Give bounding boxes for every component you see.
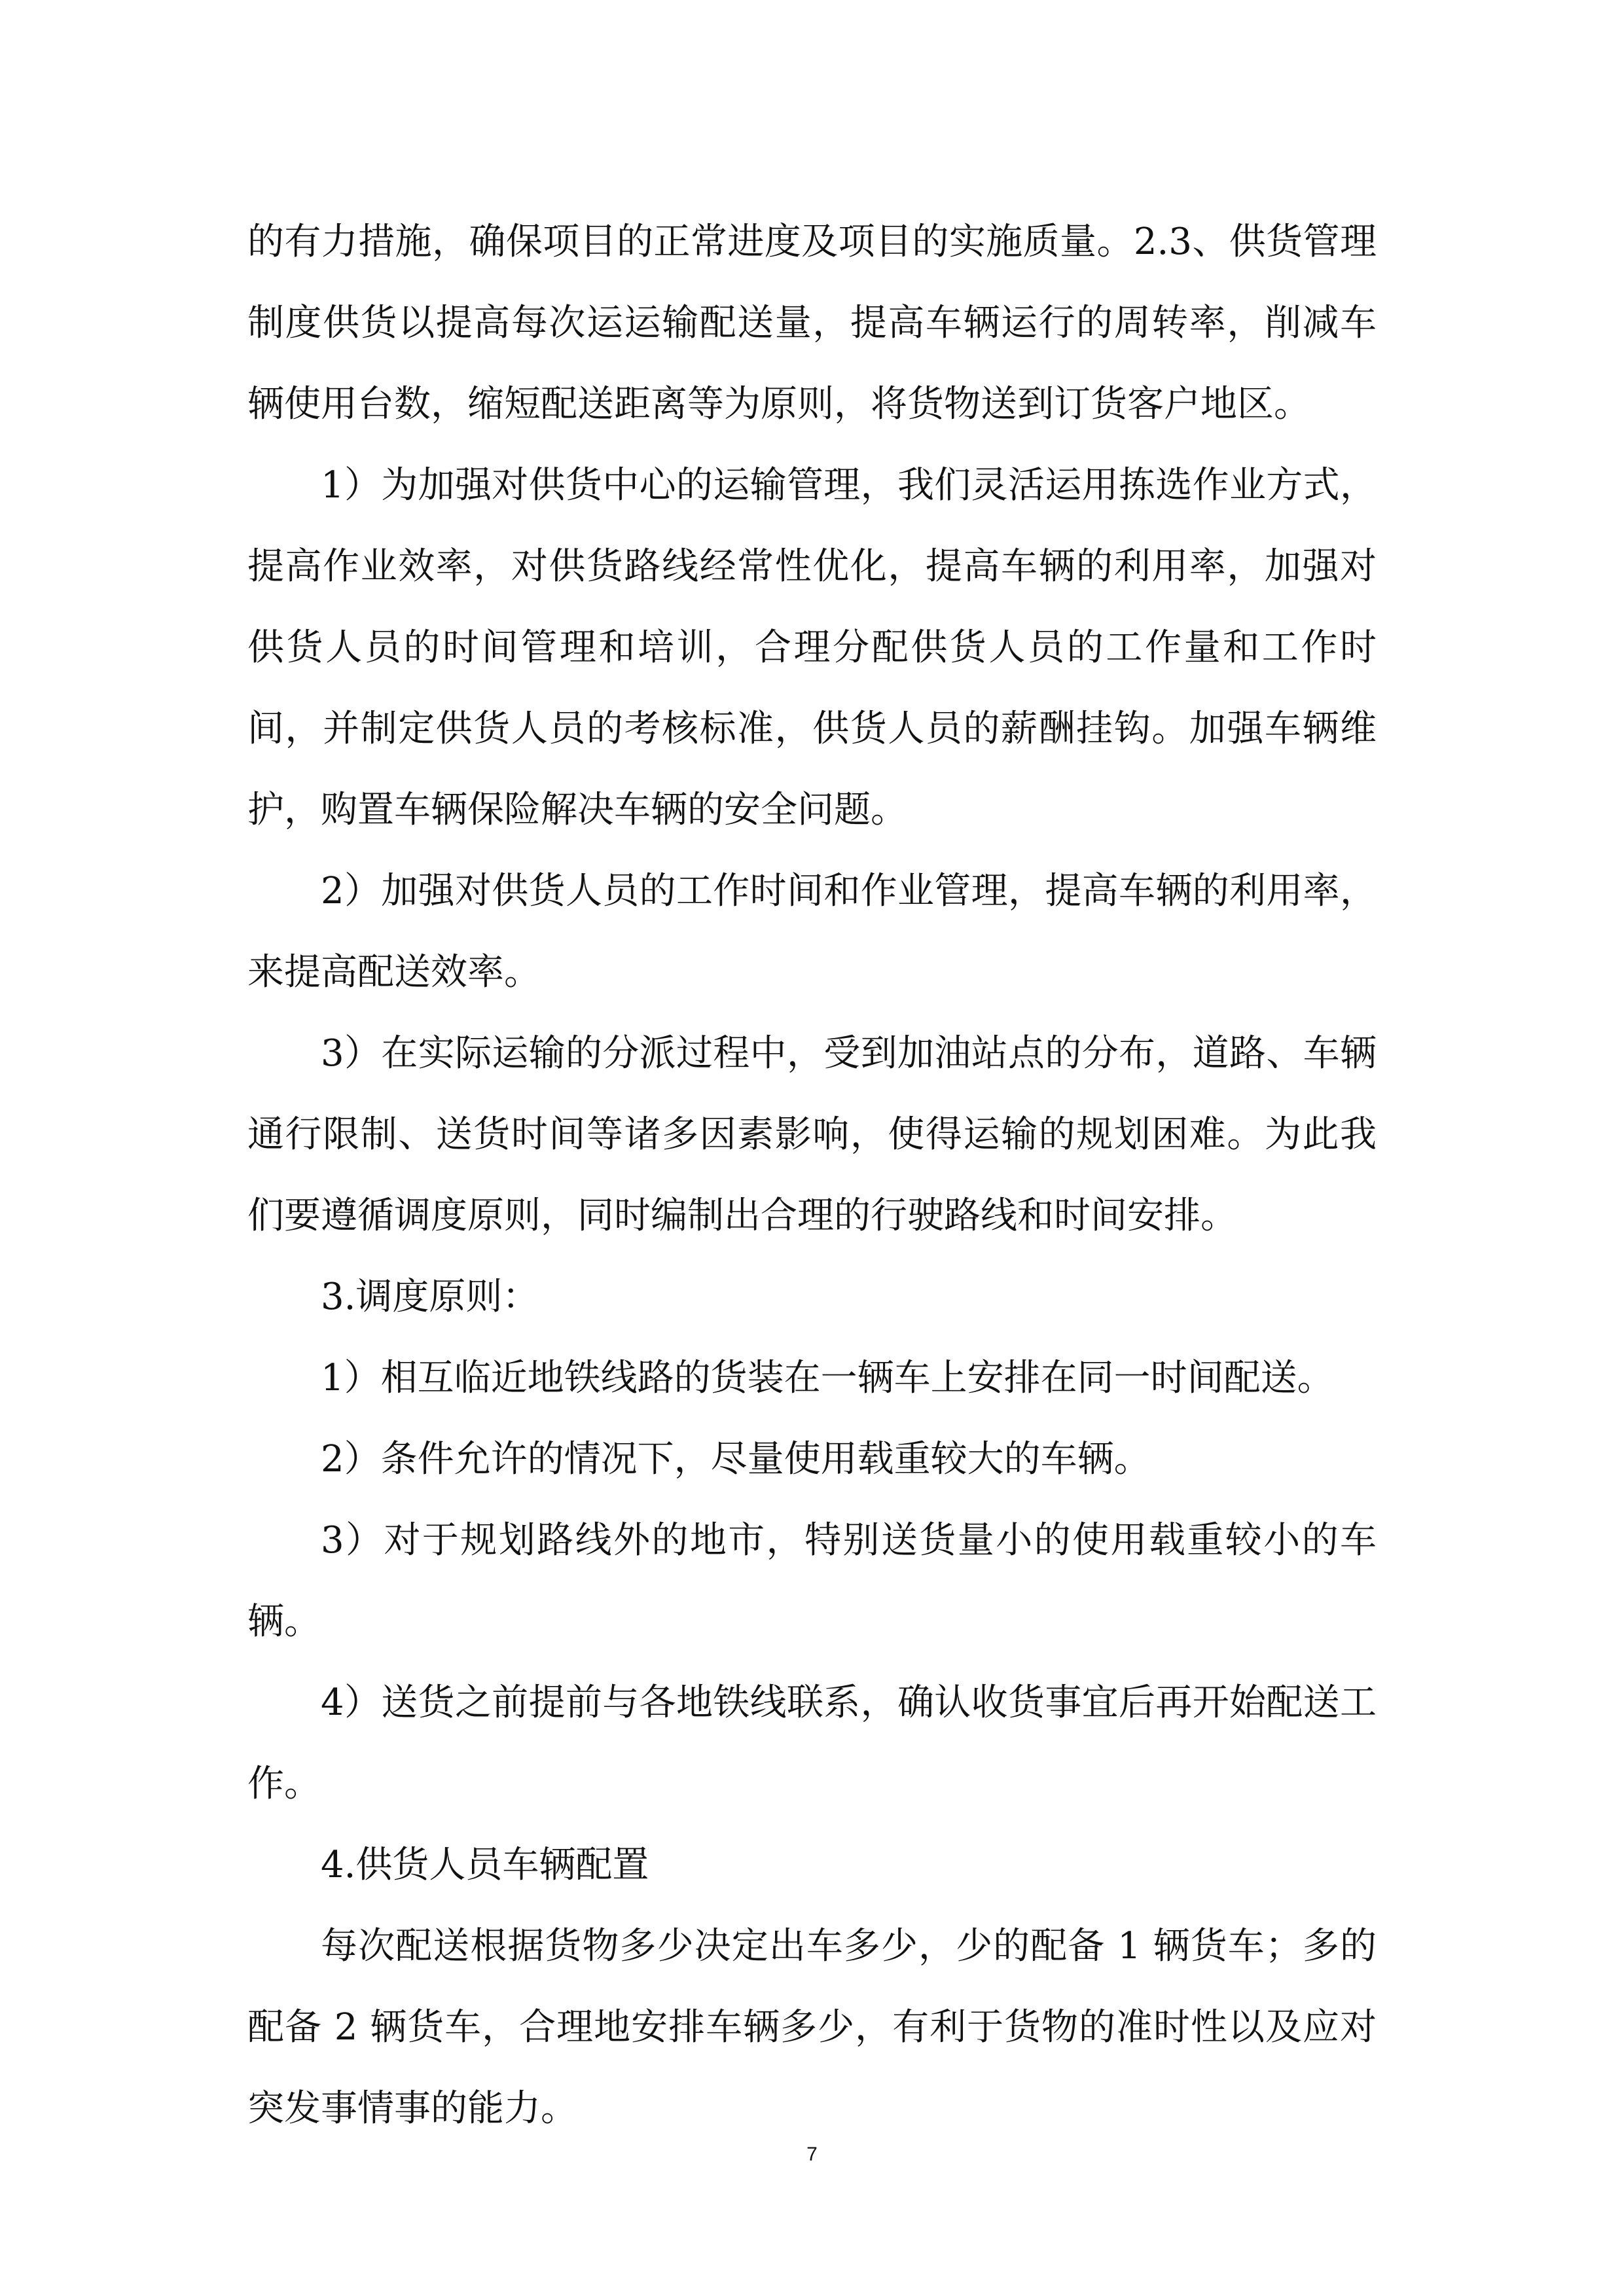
- paragraph-continuation: 的有力措施，确保项目的正常进度及项目的实施质量。2.3、供货管理制度供货以提高每次运运输配送量，提高车辆运行的周转率，削减车辆使用台数，缩短配送距离等为原则，将货物送到订货客户地区。: [247, 221, 1377, 425]
- paragraph-rule-3: 3）对于规划路线外的地市，特别送货量小的使用载重较小的车辆。: [247, 1519, 1377, 1643]
- document-body: [247, 202, 1377, 2149]
- paragraph-item-3: 3）在实际运输的分派过程中，受到加油站点的分布，道路、车辆通行限制、送货时间等诸多因素影响，使得运输的规划困难。为此我们要遵循调度原则，同时编制出合理的行驶路线和时间安排。: [247, 1032, 1377, 1237]
- paragraph-rule-2: 2）条件允许的情况下，尽量使用载重较大的车辆。: [321, 1438, 1151, 1480]
- section-heading-vehicle-allocation: 4.供货人员车辆配置: [321, 1844, 649, 1886]
- paragraph-rule-4: 4）送货之前提前与各地铁线联系，确认收货事宜后再开始配送工作。: [247, 1681, 1377, 1805]
- paragraph-item-2: 2）加强对供货人员的工作时间和作业管理，提高车辆的利用率，来提高配送效率。: [247, 870, 1377, 994]
- paragraph-vehicle-allocation: 每次配送根据货物多少决定出车多少，少的配备 1 辆货车；多的配备 2 辆货车，合理地安排车辆多少，有利于货物的准时性以及应对突发事情事的能力。: [247, 1925, 1377, 2130]
- section-heading-scheduling-principles: 3.调度原则：: [321, 1276, 539, 1318]
- page-number: 7: [806, 2144, 818, 2165]
- paragraph-rule-1: 1）相互临近地铁线路的货装在一辆车上安排在同一时间配送。: [321, 1357, 1334, 1399]
- paragraph-item-1: 1）为加强对供货中心的运输管理，我们灵活运用拣选作业方式，提高作业效率，对供货路线经常性优化，提高车辆的利用率，加强对供货人员的时间管理和培训，合理分配供货人员的工作量和工作时间，并制定供货人员的考核标准，供货人员的薪酬挂钩。加强车辆维护，购置车辆保险解决车辆的安全问题。: [247, 464, 1377, 831]
